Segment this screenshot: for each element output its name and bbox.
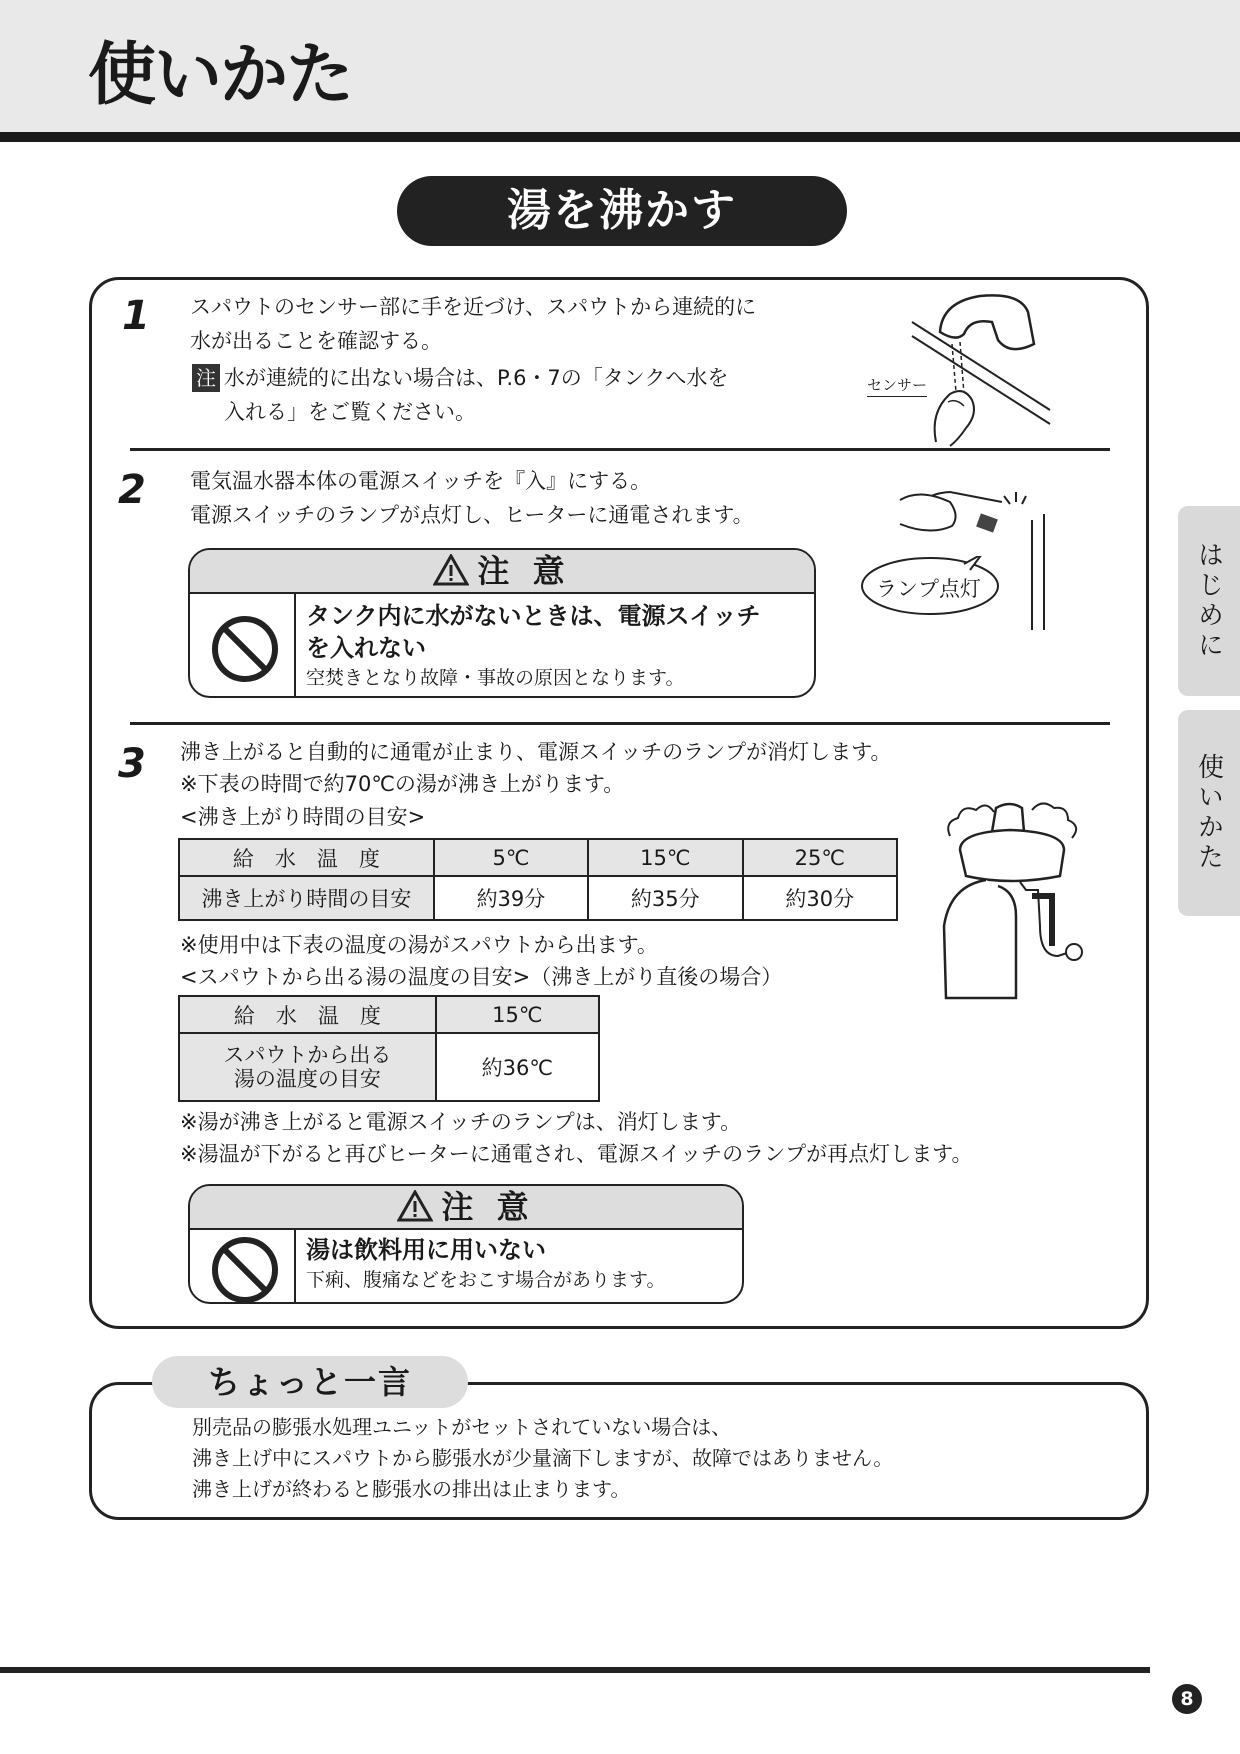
step-text-line: 電源スイッチのランプが点灯し、ヒーターに通電されます。 xyxy=(190,503,754,527)
step-text-line: 水が出ることを確認する。 xyxy=(190,329,442,353)
table-value: 約35分 xyxy=(588,876,742,920)
prohibit-cell xyxy=(190,1230,296,1304)
table-value: 約39分 xyxy=(434,876,588,920)
spout-temp-table xyxy=(178,995,600,1102)
caution-main-line: を入れない xyxy=(306,634,426,662)
table-temp: 5℃ xyxy=(434,839,588,876)
step-number: 2 xyxy=(118,467,146,513)
table-value: 約36℃ xyxy=(436,1033,599,1101)
memo-line: 沸き上げが終わると膨張水の排出は止まります。 xyxy=(192,1477,631,1501)
side-tab-intro[interactable]: はじめに xyxy=(1178,506,1240,696)
table-temp: 15℃ xyxy=(588,839,742,876)
caution-sub-text: 空焚きとなり故障・事故の原因となります。 xyxy=(306,667,685,689)
side-tab-usage[interactable]: 使いかた xyxy=(1178,710,1240,916)
prohibit-icon xyxy=(212,616,278,682)
section-title: 湯を沸かす xyxy=(397,176,847,246)
table-temp: 15℃ xyxy=(436,996,599,1033)
step-text-line: 沸き上がると自動的に通電が止まり、電源スイッチのランプが消灯します。 xyxy=(180,740,892,764)
water-heater-illustration xyxy=(940,796,1090,1002)
caution-sub-text: 下痢、腹痛などをおこす場合があります。 xyxy=(306,1269,666,1291)
prohibit-cell xyxy=(190,594,296,698)
caution-box xyxy=(188,1184,744,1304)
step-divider xyxy=(130,448,1110,451)
note-mark: 注 xyxy=(192,364,220,392)
faucet-sensor-illustration xyxy=(860,282,1060,448)
table-header-label: 給 水 温 度 xyxy=(179,996,436,1033)
step-text-line: 電気温水器本体の電源スイッチを『入』にする。 xyxy=(190,469,652,493)
table-row-label: 沸き上がり時間の目安 xyxy=(179,876,434,920)
note-text-line: 水が連続的に出ない場合は、P.6・7の「タンクへ水を xyxy=(224,366,729,390)
step-text-line: ※下表の時間で約70℃の湯が沸き上がります。 xyxy=(180,772,625,796)
caution-heading: 注 意 xyxy=(190,550,814,594)
warning-triangle-icon xyxy=(397,1190,433,1222)
step-divider xyxy=(130,722,1110,725)
warning-triangle-icon xyxy=(433,554,469,586)
caution-main-line: 湯は飲料用に用いない xyxy=(306,1236,546,1264)
caution-box xyxy=(188,548,816,698)
step-text-line: ※使用中は下表の温度の湯がスパウトから出ます。 xyxy=(180,933,658,957)
boil-time-table xyxy=(178,838,898,921)
prohibit-icon xyxy=(212,1237,278,1303)
step-number: 3 xyxy=(118,741,146,787)
step-text-line: <沸き上がり時間の目安> xyxy=(180,805,426,829)
memo-line: 別売品の膨張水処理ユニットがセットされていない場合は、 xyxy=(192,1415,732,1439)
page-number: 8 xyxy=(1172,1684,1202,1714)
caution-heading: 注 意 xyxy=(190,1186,742,1230)
memo-line: 沸き上げ中にスパウトから膨張水が少量滴下しますが、故障ではありません。 xyxy=(192,1446,894,1470)
caution-main-line: タンク内に水がないときは、電源スイッチ xyxy=(306,602,761,630)
table-row-label: スパウトから出る 湯の温度の目安 xyxy=(179,1033,436,1101)
step-note-line: ※湯温が下がると再びヒーターに通電され、電源スイッチのランプが再点灯します。 xyxy=(180,1142,973,1166)
memo-title: ちょっと一言 xyxy=(152,1356,468,1408)
lamp-label: ランプ点灯 xyxy=(876,577,981,601)
table-value: 約30分 xyxy=(743,876,897,920)
page-title: 使いかた xyxy=(88,36,353,115)
sensor-label: センサー xyxy=(867,374,927,397)
step-text-line: スパウトのセンサー部に手を近づけ、スパウトから連続的に xyxy=(190,295,757,319)
note-text-line: 入れる」をご覧ください。 xyxy=(224,400,476,424)
table-temp: 25℃ xyxy=(743,839,897,876)
step-note-line: ※湯が沸き上がると電源スイッチのランプは、消灯します。 xyxy=(180,1110,742,1134)
step-number: 1 xyxy=(122,293,150,339)
step-text-line: <スパウトから出る湯の温度の目安>（沸き上がり直後の場合） xyxy=(180,965,783,989)
table-header-label: 給 水 温 度 xyxy=(179,839,434,876)
footer-rule xyxy=(0,1667,1150,1673)
